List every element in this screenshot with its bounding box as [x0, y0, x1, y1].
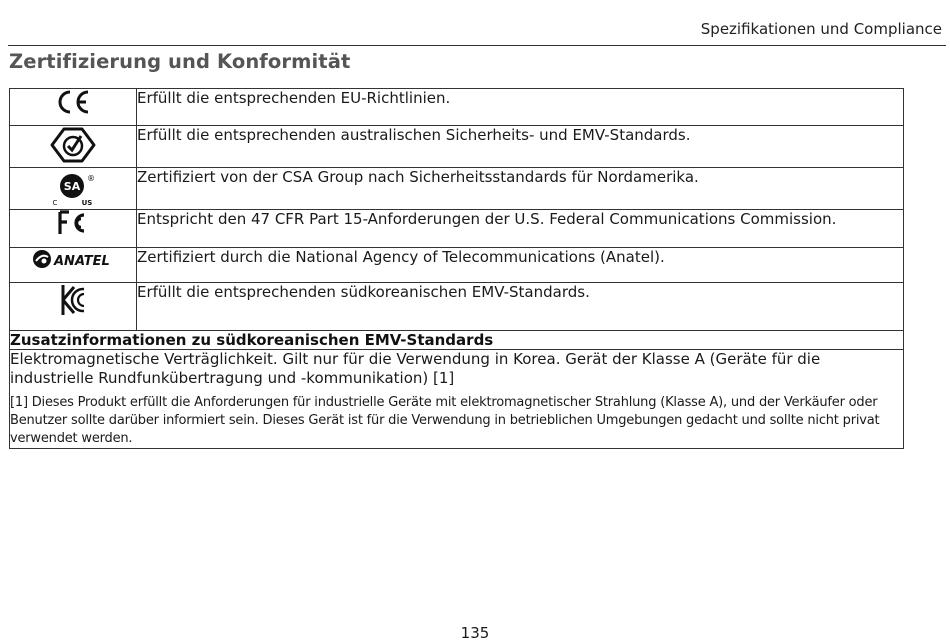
icon-cell: [10, 283, 137, 331]
row-text: Erfüllt die entsprechenden australischen Sicherheits- und EMV-Standards.: [137, 126, 904, 168]
anatel-mark-text: ANATEL: [54, 254, 110, 269]
csa-country-us-text: US: [81, 199, 93, 206]
certification-table: [9, 88, 904, 449]
row-text: Entspricht den 47 CFR Part 15-Anforderungen der U.S. Federal Communications Commission.: [137, 210, 904, 248]
kc-mark-icon: [60, 283, 86, 317]
table-row: [10, 89, 904, 126]
registered-mark-text: ®: [87, 174, 95, 183]
row-text: Zertifiziert von der CSA Group nach Sicherheitsstandards für Nordamerika.: [137, 168, 904, 210]
table-row: [10, 248, 904, 283]
icon-cell: [10, 168, 137, 210]
ce-mark-icon: [55, 89, 91, 115]
icon-cell: [10, 248, 137, 283]
rcm-mark-icon: [49, 126, 97, 164]
kc-info-heading-row: [10, 331, 904, 350]
header-divider: [8, 45, 946, 46]
table-row: [10, 210, 904, 248]
kc-info-footnote: [1] Dieses Produkt erfüllt die Anforderungen für industrielle Geräte mit elektromagnetischer Strahlung (Klasse A), und der Verkäufer oder Benutzer sollte darüber informiert sein. Dieses Gerät ist für die Verwendung in betrieblichen Umgebungen gedacht und sollte nicht privat verwendet werden.: [10, 395, 880, 446]
table-row: [10, 168, 904, 210]
kc-info-row: [10, 350, 904, 449]
anatel-mark-icon: [31, 248, 115, 270]
csa-country-c-text: C: [52, 199, 58, 206]
table-row: [10, 126, 904, 168]
table-row: [10, 283, 904, 331]
csa-mark-icon: [49, 168, 97, 206]
kc-info-cell: [10, 350, 904, 449]
fcc-mark-icon: [57, 210, 89, 236]
csa-mark-text: SA: [63, 180, 81, 193]
section-title: Zertifizierung und Konformität: [9, 50, 351, 73]
row-text: Erfüllt die entsprechenden EU-Richtlinien.: [137, 89, 904, 126]
icon-cell: [10, 210, 137, 248]
header-title: Spezifikationen und Compliance: [700, 20, 942, 38]
page-number: 135: [460, 624, 490, 642]
row-text: Zertifiziert durch die National Agency of Telecommunications (Anatel).: [137, 248, 904, 283]
icon-cell: [10, 126, 137, 168]
icon-cell: [10, 89, 137, 126]
row-text: Erfüllt die entsprechenden südkoreanischen EMV-Standards.: [137, 283, 904, 331]
kc-info-heading: Zusatzinformationen zu südkoreanischen EMV-Standards: [10, 331, 904, 350]
kc-info-main-text: Elektromagnetische Verträglichkeit. Gilt nur für die Verwendung in Korea. Gerät der Klasse A (Geräte für die industrielle Rundfunkübertragung und -kommunikation) [1]: [10, 350, 821, 387]
